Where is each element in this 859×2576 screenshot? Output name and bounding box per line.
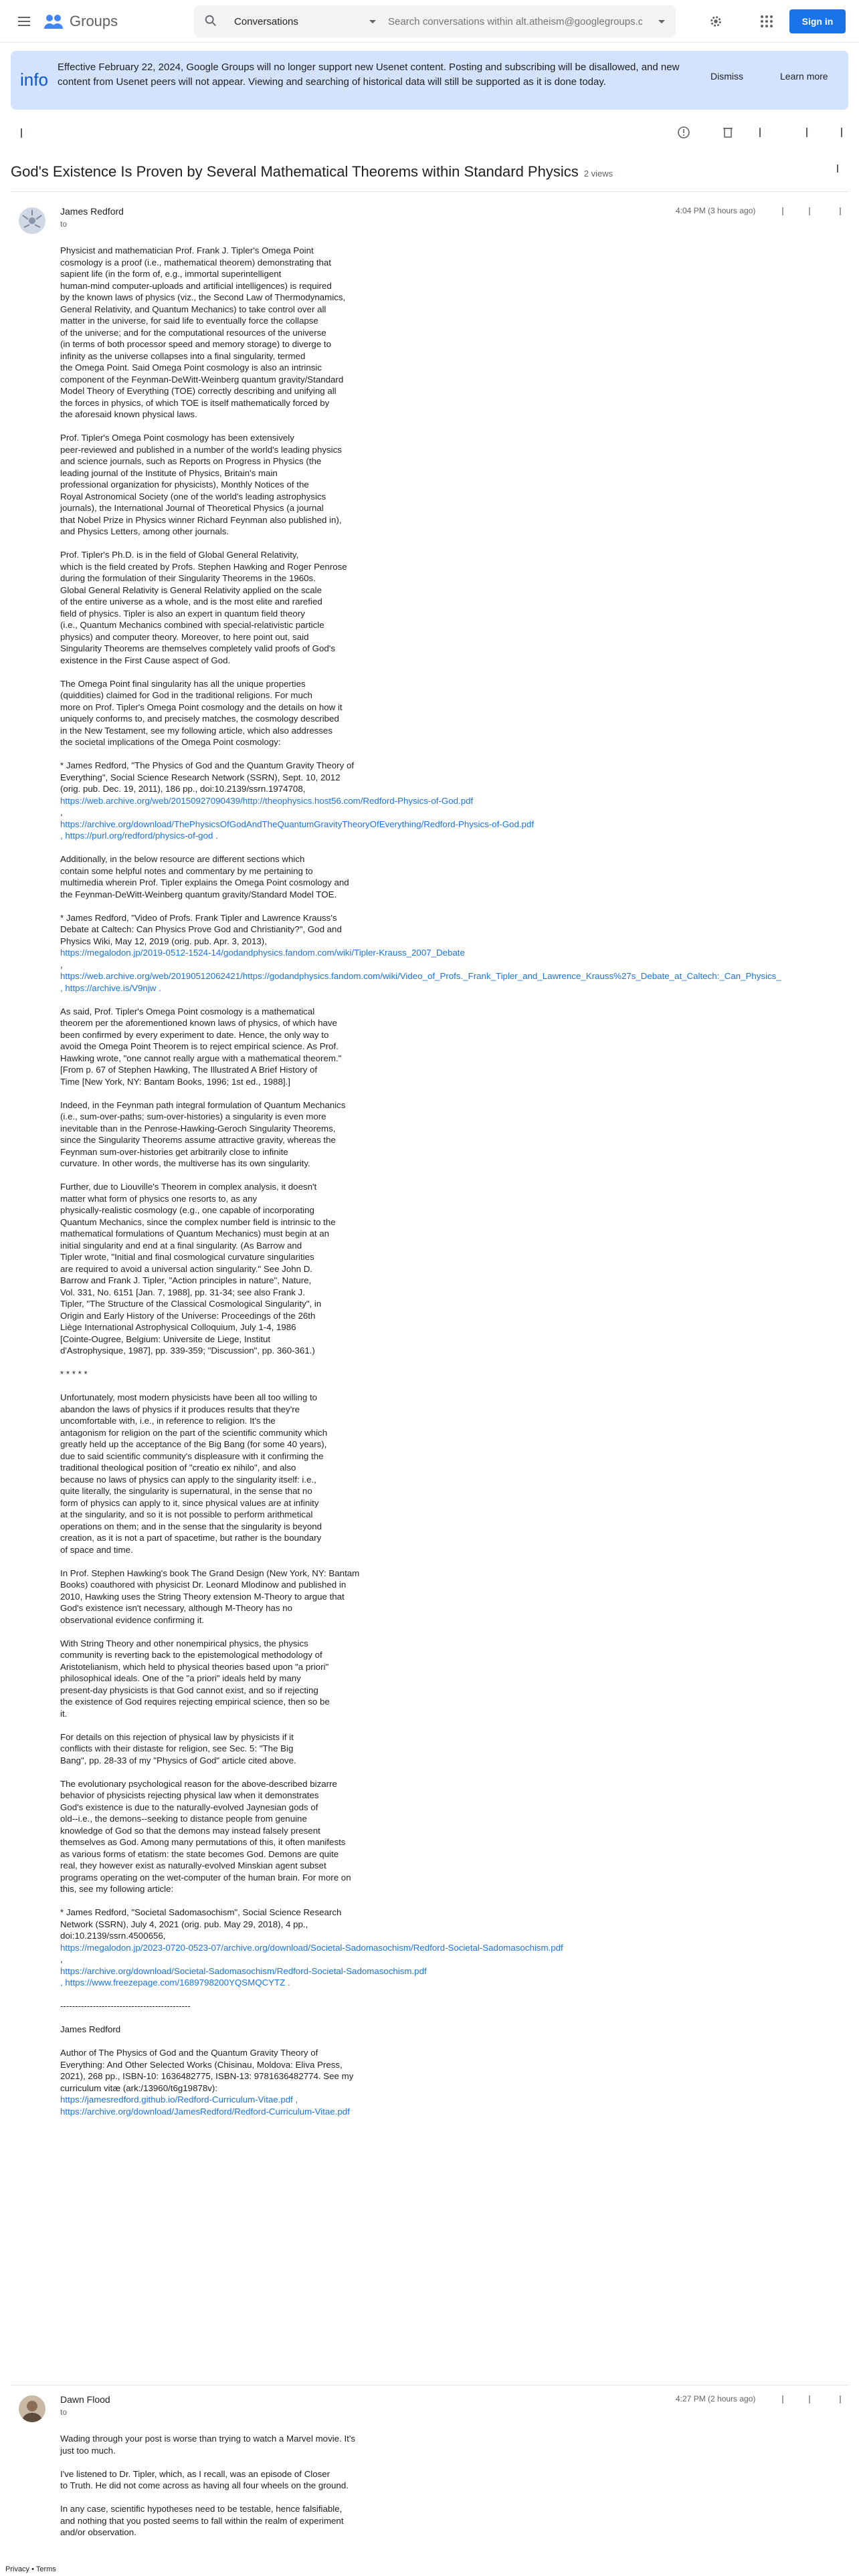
message-line: (i.e., sum-over-paths; sum-over-histories) a singularity is even more	[60, 1111, 326, 1121]
message-line: Hawking wrote, "one cannot really argue with a mathematical theorem."	[60, 1053, 342, 1063]
message-line: leading journal of the Institute of Physics, Britain's main	[60, 467, 278, 478]
message-line: initial singularity and end at a final singularity. (As Barrow and	[60, 1240, 302, 1251]
message-line: community is reverting back to the epistemological methodology of	[60, 1650, 322, 1660]
message-line: infinity as the universe collapses into a final singularity, termed	[60, 350, 306, 361]
message-line: Wading through your post is worse than trying to watch a Marvel movie. It's	[60, 2434, 356, 2444]
message-line: Barrow and Frank J. Tipler, "Action principles in nature", Nature,	[60, 1275, 312, 1285]
message-line: God's existence isn't necessary, although M-Theory has no	[60, 1603, 293, 1613]
message-line: mathematical formulations of Quantum Mechanics) must begin at an	[60, 1228, 330, 1239]
message-line: [From p. 67 of Stephen Hawking, The Illustrated A Brief History of	[60, 1065, 318, 1075]
avatar	[19, 207, 45, 234]
terms-link[interactable]: Terms	[35, 2565, 56, 2573]
message-line: For details on this rejection of physical law by physicists if it	[60, 1731, 294, 1742]
divider	[11, 191, 848, 192]
message-line: Prof. Tipler's Omega Point cosmology has been extensively	[60, 433, 294, 443]
message-line: I've listened to Dr. Tipler, which, as I recall, was an episode of Closer	[60, 2468, 330, 2479]
message-line: and nothing that you posted seems to fall within the realm of experiment	[60, 2515, 344, 2526]
message-paragraph	[60, 1392, 408, 1555]
message-paragraph	[60, 1638, 408, 1720]
message-paragraph	[60, 1099, 408, 1170]
message-line: Royal Astronomical Society (one of the world's leading astrophysics	[60, 491, 326, 502]
message-link[interactable]: https://megalodon.jp/2023-0720-0523-07/archive.org/download/Societal-Sadomasochism/Redford-Societal-Sadomasochism.pdf	[60, 1942, 563, 1953]
reply-icon[interactable]	[801, 203, 818, 221]
message-paragraph	[60, 853, 408, 900]
message-line: (orig. pub. Dec. 19, 2011), 186 pp., doi:10.2139/ssrn.1974708,	[60, 784, 306, 794]
info-icon: info	[20, 70, 48, 90]
message-line: ,	[60, 959, 63, 970]
message-paragraph	[60, 2024, 408, 2036]
message-line: present-day physicists is that God cannot exist, and so if rejecting	[60, 1685, 318, 1695]
message-line: because no laws of physics can apply to the singularity itself: i.e.,	[60, 1474, 316, 1485]
message-line: this, see my following article:	[60, 1884, 174, 1894]
message-timestamp: 4:04 PM (3 hours ago)	[676, 206, 756, 215]
search-bar	[194, 5, 676, 37]
message-line: during the formulation of their Singularity Theorems in the 1960s.	[60, 573, 316, 583]
message-line: Additionally, in the below resource are different sections which	[60, 854, 305, 864]
message-paragraph	[60, 2468, 408, 2492]
message-line: Everything", Social Science Research Network (SSRN), Sept. 10, 2012	[60, 772, 341, 782]
message-line: Physics Wiki, May 12, 2019 (orig. pub. Apr. 3, 2013),	[60, 936, 267, 946]
reply-icon[interactable]	[801, 2391, 818, 2409]
message-line: Unfortunately, most modern physicists have been all too willing to	[60, 1392, 318, 1402]
message-line: it.	[60, 1708, 68, 1719]
message-link[interactable]: https://web.archive.org/web/20150927090439/http://theophysics.host56.com/Redford-Physics-of-God.pdf	[60, 795, 474, 806]
message-line: Global General Relativity is General Relativity applied on the scale	[60, 584, 322, 595]
message-line: knowledge of God so that the demons may instead falsely present	[60, 1825, 320, 1836]
message-paragraph	[60, 2503, 408, 2539]
message-line: field of physics. Tipler is also an expert in quantum field theory	[60, 608, 305, 619]
privacy-link[interactable]: Privacy	[5, 2565, 30, 2573]
message-line: matter in the universe, for said life to eventually force the collapse	[60, 316, 318, 326]
message-line: and/or observation.	[60, 2527, 136, 2537]
message-line: multimedia wherein Prof. Tipler explains the Omega Point cosmology and	[60, 877, 349, 887]
message-line: Vol. 331, No. 6151 [Jan. 7, 1988], pp. 31-34; see also Frank J.	[60, 1287, 305, 1297]
message-body	[60, 245, 781, 2129]
sign-in-button[interactable]: Sign in	[789, 9, 846, 33]
main-menu-icon[interactable]	[11, 8, 37, 35]
message-line: Tipler, "The Structure of the Classical Cosmological Singularity", in	[60, 1299, 322, 1309]
message-line: sapient life (in the form of, e.g., immortal superintelligent	[60, 269, 282, 279]
message-line: Quantum Mechanics, since the complex number field is intrinsic to the	[60, 1216, 336, 1227]
message-paragraph	[60, 1181, 408, 1357]
message-line: Bang", pp. 28-33 of my "Physics of God" article cited above.	[60, 1755, 296, 1765]
search-scope-dropdown[interactable]	[234, 5, 383, 37]
message-paragraph	[60, 1778, 408, 1895]
message-line: 2021), 268 pp., ISBN-10: 1636482775, ISBN-13: 9781636482774. See my	[60, 2071, 354, 2081]
message-line: form of physics can apply to it, since physical values are at infinity	[60, 1497, 319, 1508]
message-line: of the entire universe as a whole, and is the most elite and rarefied	[60, 597, 322, 607]
message-line: the societal implications of the Omega Point cosmology:	[60, 737, 281, 747]
message-link[interactable]: https://jamesredford.github.io/Redford-Curriculum-Vitae.pdf ,	[60, 2095, 298, 2105]
message-line: to Truth. He did not come across as having all four wheels on the ground.	[60, 2480, 349, 2490]
message-paragraph	[60, 2433, 408, 2456]
message-line: (quiddities) claimed for God in the traditional religions. For much	[60, 690, 312, 700]
message-line: as various forms of etatism: the state becomes God. Demons are quite	[60, 1848, 339, 1859]
message-line: Physicist and mathematician Prof. Frank J. Tipler's Omega Point	[60, 245, 314, 255]
message-line: ,	[60, 807, 63, 817]
top-app-bar	[0, 0, 859, 43]
message-line: Prof. Tipler's Ph.D. is in the field of Global General Relativity,	[60, 550, 299, 560]
message-line: Indeed, in the Feynman path integral formulation of Quantum Mechanics	[60, 1099, 346, 1110]
search-scope-label: Conversations	[234, 15, 298, 27]
back-arrow-icon[interactable]	[17, 124, 28, 142]
message-line: traditional theological position of "creatio ex nihilo", and also	[60, 1463, 296, 1473]
message-line: programs operating on the wet-computer of the human brain. For more on	[60, 1872, 351, 1883]
message-paragraph	[60, 760, 535, 842]
message-link[interactable]: https://archive.org/download/JamesRedford/Redford-Curriculum-Vitae.pdf	[60, 2106, 350, 2117]
message-line: (i.e., Quantum Mechanics combined with special-relativistic particle	[60, 620, 324, 630]
message-line: observational evidence confirming it.	[60, 1614, 205, 1625]
message-link[interactable]: , https://www.freezepage.com/1689798200YQSMQCYTZ .	[60, 1977, 290, 1988]
learn-more-button[interactable]: Learn more	[780, 71, 828, 82]
message-paragraph	[60, 549, 408, 666]
message-line: Tipler wrote, "Initial and final cosmological curvature singularities	[60, 1252, 314, 1262]
message-line: curvature. In other words, the multiverse has its own singularity.	[60, 1158, 310, 1168]
message-line: uncomfortable with, i.e., in reference to religion. It's the	[60, 1416, 276, 1426]
message-line: in the New Testament, see my following article, which also addresses	[60, 725, 332, 736]
message-line: component of the Feynman-DeWitt-Weinberg quantum gravity/Standard	[60, 374, 344, 385]
message-paragraph	[60, 1568, 408, 1626]
message-paragraph	[60, 432, 408, 538]
groups-logo-icon	[43, 11, 64, 32]
search-icon[interactable]	[203, 13, 218, 30]
message-paragraph	[60, 2047, 408, 2117]
thread-title-text: God's Existence Is Proven by Several Mathematical Theorems within Standard Physics	[11, 163, 579, 180]
message-line: since the Singularity Theorems assume attractive gravity, whereas the	[60, 1135, 336, 1145]
message-line: just too much.	[60, 2445, 116, 2456]
message-line: (in terms of both processor speed and memory storage) to diverge to	[60, 339, 332, 349]
chevron-down-icon	[369, 20, 376, 23]
message-line: peer-reviewed and published in a number of the world's leading physics	[60, 444, 342, 455]
reply-all-icon[interactable]	[775, 203, 791, 221]
message-line: and Physics Letters, among other journals.	[60, 526, 229, 536]
dismiss-button[interactable]: Dismiss	[710, 71, 743, 82]
message-line: of the universe; and for the computational resources of the universe	[60, 327, 326, 338]
apps-grid-icon[interactable]	[753, 8, 780, 35]
message-line: inevitable than in the Penrose-Hawking-Geroch Singularity Theorems,	[60, 1123, 336, 1134]
message-paragraph	[60, 245, 408, 421]
message-link[interactable]: , https://archive.is/V9njw .	[60, 982, 161, 993]
search-input[interactable]	[388, 11, 642, 32]
message-line: real, they however exist as naturally-evolved Minskian agent subset	[60, 1860, 326, 1870]
message-paragraph	[60, 1368, 408, 1380]
message-line: Singularity Theorems are themselves completely valid proofs of God's	[60, 643, 335, 653]
message-line: human-mind computer-uploads and artificial intelligences) is required	[60, 280, 332, 291]
message-line: James Redford	[60, 2024, 121, 2034]
thread-options-icon[interactable]	[830, 160, 846, 179]
message-line: due to said scientific community's displeasure with it confirming the	[60, 1451, 324, 1461]
message-line: Author of The Physics of God and the Quantum Gravity Theory of	[60, 2048, 318, 2058]
message-line: Further, due to Liouville's Theorem in complex analysis, it doesn't	[60, 1182, 317, 1192]
message-line: behavior of physicists rejecting physical law when it demonstrates	[60, 1790, 319, 1800]
author-name[interactable]: Dawn Flood	[60, 2394, 110, 2405]
message-line: * James Redford, "The Physics of God and the Quantum Gravity Theory of	[60, 760, 355, 770]
message-line: philosophical ideals. One of the "a priori" ideals held by many	[60, 1673, 301, 1683]
recipient-line: to	[60, 2407, 68, 2417]
message-line: by the known laws of physics (viz., the Second Law of Thermodynamics,	[60, 292, 346, 302]
message-line: Origin and Early History of the Universe: Proceedings of the 26th	[60, 1310, 316, 1321]
app-title: Groups	[70, 13, 118, 29]
message-line: been confirmed by every experiment to date. Hence, the only way to	[60, 1029, 329, 1040]
message-line: operations on them; and in the sense that the singularity is beyond	[60, 1521, 322, 1531]
message-line: Debate at Caltech: Can Physics Prove God and Christianity?", God and	[60, 924, 342, 934]
message-line: theorem per the aforementioned known laws of physics, of which have	[60, 1018, 337, 1028]
message-line: at the singularity, and so it is not possible to perform arithmetical	[60, 1509, 313, 1519]
message-line: 2010, Hawking uses the String Theory extension M-Theory to argue that	[60, 1591, 345, 1602]
message-line: The evolutionary psychological reason for the above-described bizarre	[60, 1778, 337, 1789]
message-line: contain some helpful notes and commentary by me pertaining to	[60, 865, 313, 876]
message-line: [Cointe-Ougree, Belgium: Universite de Liege, Institut	[60, 1333, 271, 1344]
thread-toolbar	[0, 119, 859, 151]
message-line: journals), the International Journal of Theoretical Physics (a journal	[60, 503, 324, 513]
thread-title	[11, 163, 613, 181]
message-link[interactable]: https://web.archive.org/web/20190512062421/https://godandphysics.fandom.com/wiki/Video_of_Profs._Frank_Tipler_and_Lawrence_Krauss%27s_Debate_at_Caltech:_Can_Physics_	[60, 971, 781, 981]
sort-icon[interactable]	[752, 124, 768, 142]
report-icon[interactable]	[676, 124, 692, 142]
message-line: more on Prof. Tipler's Omega Point cosmology and the details on how it	[60, 702, 343, 712]
message-line: With String Theory and other nonempirical physics, the physics	[60, 1638, 308, 1648]
message-link[interactable]: https://archive.org/download/Societal-Sadomasochism/Redford-Societal-Sadomasochism.pdf	[60, 1965, 427, 1976]
message-line: Everything: And Other Selected Works (Chisinau, Moldova: Eliva Press,	[60, 2059, 343, 2070]
message-line: doi:10.2139/ssrn.4500656,	[60, 1931, 166, 1941]
message-line: cosmology is a proof (i.e., mathematical theorem) demonstrating that	[60, 257, 331, 267]
message-line: Feynman sum-over-histories get arbitrarily close to infinite	[60, 1146, 288, 1157]
message-line: existence in the First Cause aspect of God.	[60, 655, 231, 665]
search-options-chevron-icon[interactable]	[658, 20, 665, 23]
message-line: antagonism for religion on the part of the scientific community which	[60, 1427, 328, 1438]
message-line: * James Redford, "Video of Profs. Frank Tipler and Lawrence Krauss's	[60, 912, 337, 923]
message-line: * * * * *	[60, 1369, 88, 1379]
message-line: Network (SSRN), July 4, 2021 (orig. pub. May 29, 2018), 4 pp.,	[60, 1919, 308, 1929]
groups-logo[interactable]	[43, 11, 118, 32]
delete-icon[interactable]	[720, 124, 736, 142]
expand-icon[interactable]	[799, 124, 815, 142]
message-line: Model Theory of Everything (TOE) correctly describing and unifying all	[60, 386, 337, 396]
message-line: Books) coauthored with physicist Dr. Leonard Mlodinow and published in	[60, 1580, 347, 1590]
message-paragraph	[60, 1006, 408, 1088]
message-line: greatly held up the acceptance of the Big Bang (for some 40 years),	[60, 1439, 327, 1449]
message-line: are required to avoid a universal action singularity." See John D.	[60, 1263, 312, 1274]
message-paragraph	[60, 912, 781, 994]
message-line: matter what form of physics one resorts to, as any	[60, 1193, 258, 1204]
message-line: In Prof. Stephen Hawking's book The Grand Design (New York, NY: Bantam	[60, 1568, 360, 1578]
message-line: themselves as God. Among many permutations of this, it often manifests	[60, 1837, 346, 1847]
message-line: curriculum vitæ (ark:/13960/t6g19878v):	[60, 2082, 218, 2093]
more-vert-icon[interactable]	[834, 124, 850, 142]
message-line: abandon the laws of physics if it produces results that they're	[60, 1404, 300, 1414]
reply-all-icon[interactable]	[775, 2391, 791, 2409]
message-timestamp: 4:27 PM (2 hours ago)	[676, 2394, 756, 2403]
more-vert-icon[interactable]	[832, 203, 848, 221]
message-line: As said, Prof. Tipler's Omega Point cosmology is a mathematical	[60, 1006, 315, 1016]
message	[11, 2389, 848, 2563]
author-name[interactable]: James Redford	[60, 206, 124, 217]
view-count: 2 views	[583, 169, 613, 179]
message-line: The Omega Point final singularity has all the unique properties	[60, 678, 306, 689]
message-line: the forces in physics, of which TOE is itself mathematically forced by	[60, 397, 330, 408]
message-line: General Relativity, and Quantum Mechanics) to take control over all	[60, 304, 326, 314]
message-line: ,	[60, 1954, 63, 1964]
message	[11, 201, 848, 2381]
message-paragraph	[60, 1907, 563, 1989]
usenet-notice-banner	[11, 51, 848, 110]
message-line: old--i.e., the demons--seeking to distance people from genuine	[60, 1814, 307, 1824]
message-line: Liège International Astrophysical Colloquium, July 1-4, 1986	[60, 1322, 296, 1332]
message-line: the existence of God requires rejecting empirical science, then so be	[60, 1697, 330, 1707]
message-line: * James Redford, "Societal Sadomasochism", Social Science Research	[60, 1907, 342, 1917]
message-line: uniquely conforms to, and precisely matches, the cosmology described	[60, 714, 339, 724]
message-line: professional organization for physicists), Monthly Notices of the	[60, 479, 309, 490]
avatar	[19, 2395, 45, 2422]
message-line: creation, as it is not a part of spacetime, but rather is the boundary	[60, 1533, 322, 1543]
message-line: that Nobel Prize in Physics winner Richard Feynman also published in),	[60, 514, 342, 525]
message-line: the Omega Point. Said Omega Point cosmology is also an intrinsic	[60, 362, 322, 372]
message-line: and science journals, such as Reports on Progress in Physics (the	[60, 456, 322, 466]
message-line: d'Astrophysique, 1987], pp. 339-359; "Discussion", pp. 360-361.)	[60, 1346, 315, 1356]
message-link[interactable]: https://megalodon.jp/2019-0512-1524-14/godandphysics.fandom.com/wiki/Tipler-Krauss_2007_Debate	[60, 948, 465, 958]
gear-icon[interactable]	[702, 8, 729, 35]
recipient-line: to	[60, 219, 68, 229]
message-line: --------------------------------------------	[60, 2001, 191, 2011]
message-line: conflicts with their distaste for religion, see Sec. 5: "The Big	[60, 1743, 294, 1753]
message-body	[60, 2433, 408, 2550]
message-paragraph	[60, 2000, 408, 2012]
message-line: physics) and computer theory. Moreover, to here point out, said	[60, 631, 309, 642]
message-line: which is the field created by Profs. Stephen Hawking and Roger Penrose	[60, 561, 347, 572]
message-line: Time [New York, NY: Bantam Books, 1996; 1st ed., 1988].]	[60, 1076, 290, 1087]
message-line: God's existence is due to the naturally-evolved Jaynesian gods of	[60, 1802, 318, 1812]
message-line: physically-realistic cosmology (e.g., one capable of incorporating	[60, 1205, 314, 1215]
message-line: Aristotelianism, which held to physical theories based upon "a priori"	[60, 1661, 329, 1672]
message-paragraph	[60, 678, 408, 748]
message-link[interactable]: , https://purl.org/redford/physics-of-god .	[60, 831, 218, 841]
more-vert-icon[interactable]	[832, 2391, 848, 2409]
message-line: the Feynman-DeWitt-Weinberg quantum gravity/Standard Model TOE.	[60, 889, 337, 899]
message-line: of space and time.	[60, 1544, 133, 1555]
message-line: avoid the Omega Point Theorem is to reject empirical science. As Prof.	[60, 1041, 339, 1051]
footer: Privacy • Terms	[5, 2565, 56, 2573]
message-paragraph	[60, 1731, 408, 1767]
message-line: the aforesaid known physical laws.	[60, 409, 197, 419]
message-line: In any case, scientific hypotheses need to be testable, hence falsifiable,	[60, 2504, 343, 2514]
banner-text: Effective February 22, 2024, Google Groups will no longer support new Usenet content. Posting and subscribing will be disallowed, and new content from Usenet peers will not appear. Viewing and searching of historical data will still be supported as it is done today.	[58, 62, 680, 88]
message-line: quite literally, the singularity is supernatural, in the sense that no	[60, 1486, 312, 1496]
message-link[interactable]: https://archive.org/download/ThePhysicsOfGodAndTheQuantumGravityTheoryOfEverything/Redford-Physics-of-God.pdf	[60, 819, 535, 829]
